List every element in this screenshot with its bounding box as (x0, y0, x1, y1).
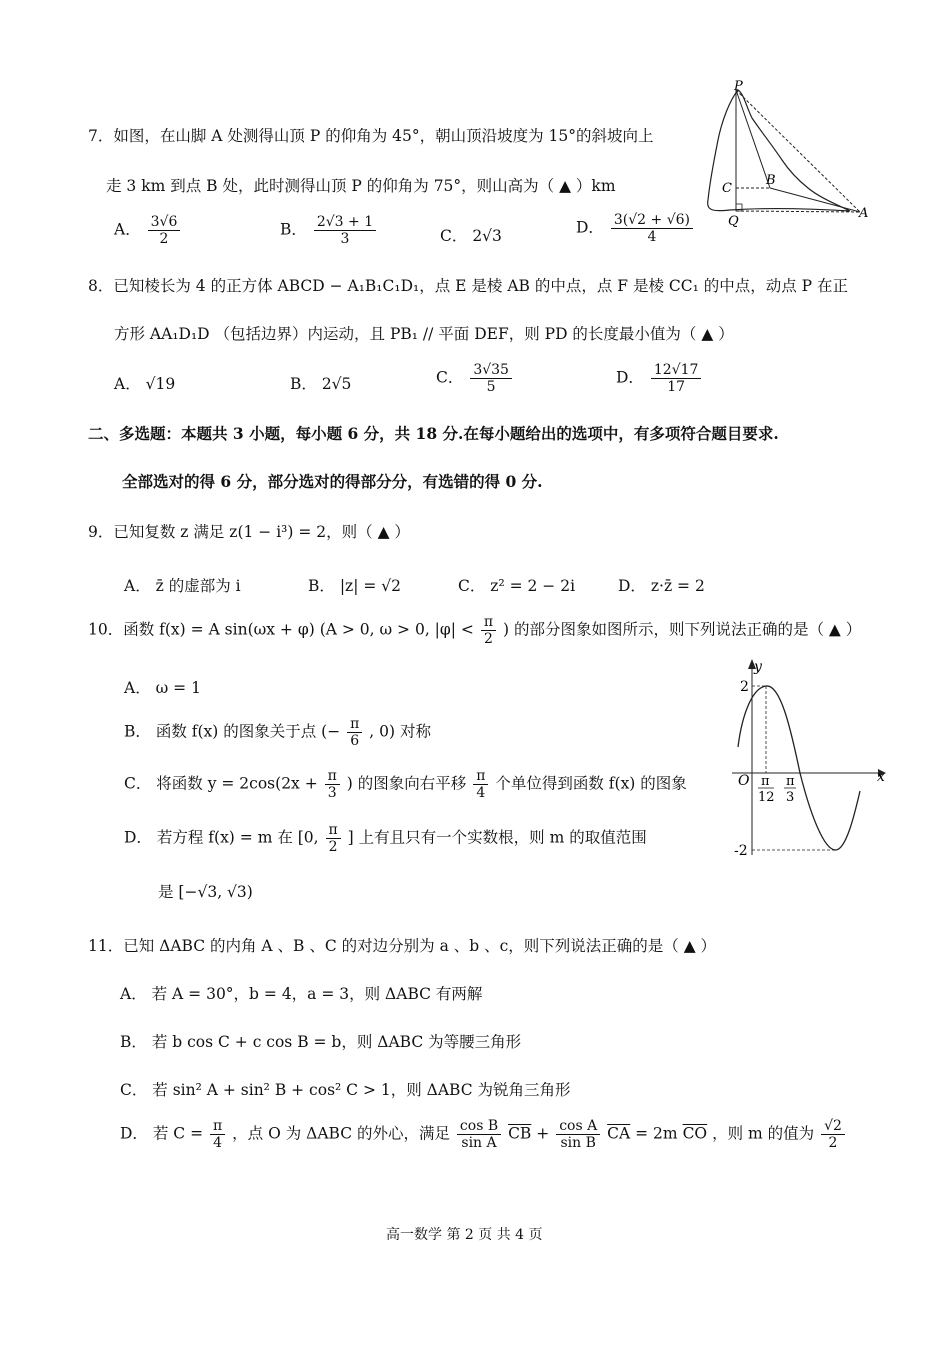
vector-cb: $\overline{CB}$ (508, 1124, 532, 1143)
option-label: A． (114, 220, 141, 239)
denominator: 2 (159, 231, 169, 248)
tick-pi-12-den: 12 (758, 790, 775, 805)
denominator: 3 (340, 231, 350, 248)
vector-co: $\overline{CO}$ (682, 1124, 708, 1143)
q8-option-d (616, 362, 703, 395)
page-footer: 高一数学 第 2 页 共 4 页 (386, 1227, 543, 1243)
q8-stem-line1: 8．已知棱长为 4 的正方体 ABCD − A₁B₁C₁D₁，点 E 是棱 AB 的中点，点 F 是棱 CC₁ 的中点，动点 P 在正 (88, 277, 849, 295)
origin-label: O (738, 773, 750, 789)
numerator: cos A (556, 1118, 600, 1135)
line-pb (736, 90, 770, 188)
y-label: y (754, 659, 762, 675)
q8-option-c (436, 362, 514, 395)
fraction (651, 362, 702, 395)
q10-option-d (124, 822, 647, 855)
denominator: sin A (461, 1135, 497, 1152)
numerator: 3√35 (470, 362, 512, 379)
tick-pi-3-den: 3 (786, 790, 795, 805)
q11-option-b: B． 若 b cos C + c cos B = b，则 ΔABC 为等腰三角形 (120, 1033, 522, 1051)
label-a: A (859, 206, 869, 221)
q9-option-d: D． z·z̄ = 2 (618, 577, 705, 595)
q10-stem (88, 614, 861, 647)
option-part: ) 的图象向右平移 (346, 774, 467, 793)
fraction (326, 822, 341, 855)
q10-option-a: A． ω = 1 (124, 679, 201, 697)
numerator: π (210, 1118, 225, 1135)
fraction (314, 214, 376, 247)
q8-option-a: A． √19 (114, 375, 176, 393)
sine-curve (738, 686, 860, 850)
fraction (556, 1118, 600, 1151)
section-2-heading: 二、多选题：本题共 3 小题，每小题 6 分，共 18 分.在每小题给出的选项中，有多项符合题目要求. (88, 424, 779, 443)
option-part: ] 上有且只有一个实数根，则 m 的取值范围 (347, 828, 647, 847)
option-part: ，点 O 为 ΔABC 的外心，满足 (232, 1124, 450, 1143)
q7-option-c (440, 224, 502, 246)
denominator: sin B (560, 1135, 596, 1152)
numerator: 12√17 (651, 362, 702, 379)
line-pa (736, 90, 860, 212)
q7-option-d (576, 212, 695, 245)
denominator: 5 (486, 379, 496, 396)
option-part: D． 若 C = (120, 1124, 204, 1143)
y-max-label: 2 (740, 679, 749, 695)
fraction (481, 614, 496, 647)
q9-option-a: A． z̄ 的虚部为 i (124, 577, 241, 595)
denominator: 3 (327, 785, 337, 802)
label-c: C (722, 181, 732, 196)
stem-part: 10．函数 f(x) = A sin(ωx + φ) (88, 620, 315, 639)
option-label: D． (616, 368, 644, 387)
option-part: C． 将函数 y = 2cos(2x + (124, 774, 318, 793)
fraction (210, 1118, 225, 1151)
option-part: ，则 m 的值为 (712, 1124, 815, 1143)
numerator: √2 (821, 1118, 845, 1135)
numerator: π (325, 768, 340, 785)
q9-option-c: C． z² = 2 − 2i (458, 577, 576, 595)
option-part: D． 若方程 f(x) = m 在 [0, (124, 828, 319, 847)
stem-condition: (A > 0, ω > 0, |φ| < (319, 620, 474, 639)
denominator: 6 (350, 733, 360, 750)
denominator: 17 (667, 379, 686, 396)
q10-option-b (124, 716, 431, 749)
q10-option-c (124, 768, 687, 801)
numerator: 2√3 + 1 (314, 214, 376, 231)
option-part: , 0) 对称 (369, 722, 431, 741)
q11-stem: 11．已知 ΔABC 的内角 A 、B 、C 的对边分别为 a 、b 、c，则下列说法正确的是（ ▲ ） (88, 937, 717, 955)
q7-option-a (114, 214, 182, 247)
plus-sign: + (536, 1124, 550, 1143)
equals-part: = 2m (635, 1124, 678, 1143)
numerator: π (473, 768, 488, 785)
q7-option-b (280, 214, 378, 247)
denominator: 2 (328, 839, 338, 856)
fraction (457, 1118, 501, 1151)
label-q: Q (728, 214, 739, 229)
tick-pi-3-num: π (786, 774, 795, 789)
option-value: 2√3 (472, 227, 502, 245)
stem-part: ) 的部分图象如图所示，则下列说法正确的是（ ▲ ） (502, 620, 862, 639)
q7-stem-line2: 走 3 km 到点 B 处，此时测得山顶 P 的仰角为 75°，则山高为（ ▲ ）km (106, 177, 616, 195)
option-label: D． (576, 218, 604, 237)
q11-option-d (120, 1118, 847, 1151)
section-2-scoring: 全部选对的得 6 分，部分选对的得部分分，有选错的得 0 分. (122, 472, 543, 491)
q7-mountain-figure (700, 80, 872, 230)
q7-stem-line1: 7．如图，在山脚 A 处测得山顶 P 的仰角为 45°，朝山顶沿坡度为 15°的斜坡向上 (88, 127, 654, 145)
q8-stem-line2: 方形 AA₁D₁D （包括边界）内运动，且 PB₁ // 平面 DEF，则 PD 的长度最小值为（ ▲ ） (114, 325, 734, 343)
vector-ca: $\overline{CA}$ (607, 1124, 631, 1143)
denominator: 4 (476, 785, 486, 802)
label-p: P (734, 80, 743, 94)
q8-option-b: B． 2√5 (290, 375, 352, 393)
option-label: B． (280, 220, 307, 239)
fraction (470, 362, 512, 395)
numerator: π (481, 614, 496, 631)
option-part: 个单位得到函数 f(x) 的图象 (495, 774, 687, 793)
denominator: 2 (483, 631, 493, 648)
fraction (473, 768, 488, 801)
option-label: C． (440, 227, 468, 245)
numerator: π (326, 822, 341, 839)
q11-option-c: C． 若 sin² A + sin² B + cos² C > 1，则 ΔABC 为锐角三角形 (120, 1081, 571, 1099)
tick-pi-12-num: π (761, 774, 770, 789)
q9-stem: 9．已知复数 z 满足 z(1 − i³) = 2，则（ ▲ ） (88, 523, 410, 541)
denominator: 4 (647, 229, 657, 246)
numerator: 3√6 (148, 214, 181, 231)
fraction (611, 212, 693, 245)
label-b: B (766, 173, 776, 188)
numerator: 3(√2 + √6) (611, 212, 693, 229)
fraction (347, 716, 362, 749)
q9-option-b: B． |z| = √2 (308, 577, 402, 595)
fraction (325, 768, 340, 801)
numerator: cos B (457, 1118, 501, 1135)
x-label: x (877, 769, 885, 785)
line-qa (736, 211, 860, 212)
denominator: 4 (213, 1135, 223, 1152)
q10-sine-graph (728, 655, 892, 865)
q10-option-d-line2: 是 [−√3, √3) (158, 883, 253, 901)
y-min-label: -2 (734, 843, 748, 859)
q11-option-a: A． 若 A = 30°，b = 4，a = 3，则 ΔABC 有两解 (120, 985, 483, 1003)
option-label: C． (436, 368, 464, 387)
denominator: 2 (828, 1135, 838, 1152)
option-part: B． 函数 f(x) 的图象关于点 (− (124, 722, 341, 741)
fraction (148, 214, 181, 247)
numerator: π (347, 716, 362, 733)
fraction (821, 1118, 845, 1151)
